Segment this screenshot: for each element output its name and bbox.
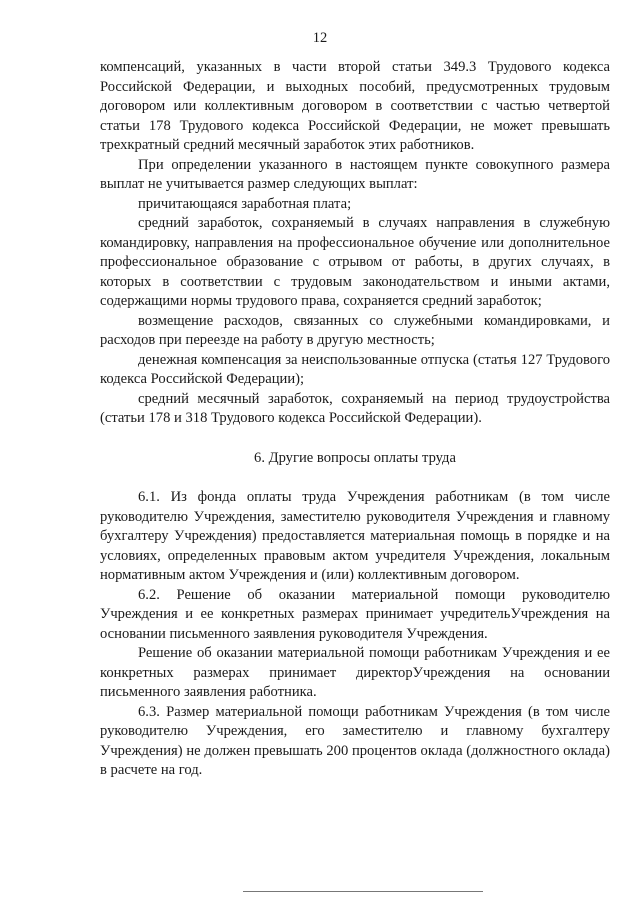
- section-title: 6. Другие вопросы оплаты труда: [254, 449, 456, 466]
- exclusion-item-expenses: возмещение расходов, связанных со служебными командировками, и расходов при переезде на работу в другую местность;: [100, 312, 610, 348]
- paragraph-exclusions-intro: При определении указанного в настоящем пункте совокупного размера выплат не учитывается размер следующих выплат:: [100, 156, 610, 192]
- clause-6-2-workers: Решение об оказании материальной помощи работникам Учреждения и ее конкретных размерах принимает директорУчреждения на основании письменного заявления работника.: [100, 645, 610, 700]
- clause-6-3: 6.3. Размер материальной помощи работникам Учреждения (в том числе руководителю Учреждения, его заместителю и главному бухгалтеру Учреждения) не должен превышать 200 процентов оклада (должностного оклада) в расчете на год.: [100, 703, 610, 778]
- page-number: 12: [312, 30, 328, 46]
- clause-6-2: 6.2. Решение об оказании материальной помощи руководителю Учреждения и ее конкретных размерах принимает учредительУчреждения на основании письменного заявления руководителя Учреждения.: [100, 586, 610, 642]
- clause-6-1: 6.1. Из фонда оплаты труда Учреждения работникам (в том числе руководителю Учреждения, заместителю руководителя Учреждения и главному бухгалтеру Учреждения) предоставляется материальная помощь в порядке и на условиях, определенных правовым актом учредителя Учреждения, локальным нормативным актом Учреждения и (или) коллективным договором.: [100, 489, 610, 583]
- exclusion-item-employment-period: средний месячный заработок, сохраняемый на период трудоустройства (статьи 178 и 318 Трудового кодекса Российской Федерации).: [100, 390, 610, 426]
- exclusion-item-vacation-compensation: денежная компенсация за неиспользованные отпуска (статья 127 Трудового кодекса Российской Федерации);: [100, 351, 610, 387]
- footer-divider: [243, 891, 483, 892]
- exclusion-item-average-earnings: средний заработок, сохраняемый в случаях направления в служебную командировку, направления на профессиональное обучение или дополнительное профессиональное образование с отрывом от работы, в других случаях, в которых в соответствии с трудовым законодательством и иными актами, содержащими нормы трудового права, сохраняется средний заработок;: [100, 215, 610, 309]
- exclusion-item-salary: причитающаяся заработная плата;: [138, 195, 352, 212]
- paragraph-continuation: компенсаций, указанных в части второй статьи 349.3 Трудового кодекса Российской Федерации, и выходных пособий, предусмотренных трудовым договором или коллективным договором в соответствии с частью четвертой статьи 178 Трудового кодекса Российской Федерации, не может превышать трехкратный средний месячный заработок этих работников.: [100, 59, 610, 153]
- document-body: [100, 58, 610, 781]
